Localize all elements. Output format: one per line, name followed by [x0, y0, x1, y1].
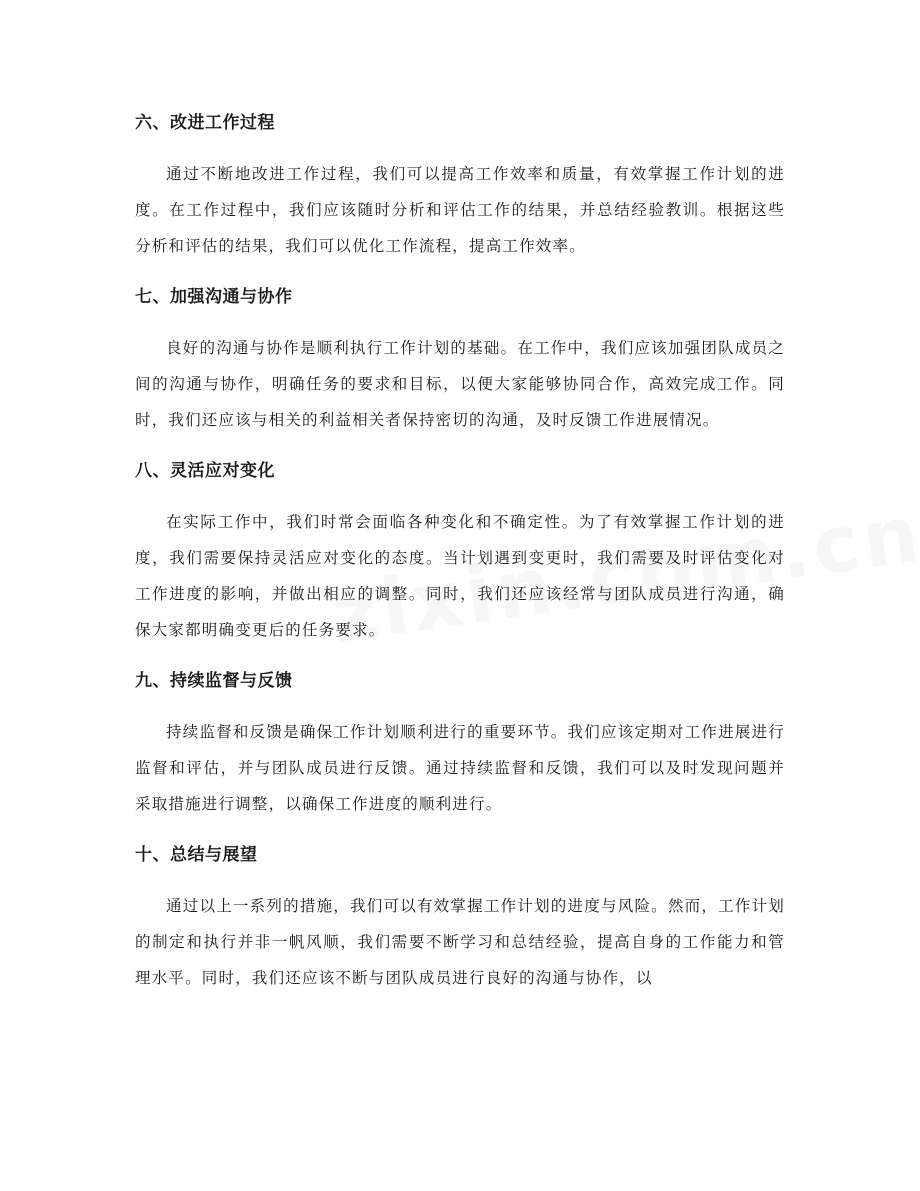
- section-paragraph: 通过不断地改进工作过程，我们可以提高工作效率和质量，有效掌握工作计划的进度。在工作过程中，我们应该随时分析和评估工作的结果，并总结经验教训。根据这些分析和评估的结果，我们可以优化工作流程，提高工作效率。: [135, 165, 785, 255]
- section-paragraph: 通过以上一系列的措施，我们可以有效掌握工作计划的进度与风险。然而，工作计划的制定和执行并非一帆风顺，我们需要不断学习和总结经验，提高自身的工作能力和管理水平。同时，我们还应该不断与团队成员进行良好的沟通与协作，以: [135, 897, 785, 987]
- section-heading: 六、改进工作过程: [135, 113, 275, 133]
- section-heading: 十、总结与展望: [135, 845, 258, 865]
- section-improve-process: [135, 105, 785, 264]
- section-heading: 九、持续监督与反馈: [135, 671, 293, 691]
- section-communication: [135, 279, 785, 438]
- section-paragraph: 持续监督和反馈是确保工作计划顺利进行的重要环节。我们应该定期对工作进展进行监督和评估，并与团队成员进行反馈。通过持续监督和反馈，我们可以及时发现问题并采取措施进行调整，以确保工作进度的顺利进行。: [135, 723, 785, 813]
- section-paragraph: 在实际工作中，我们时常会面临各种变化和不确定性。为了有效掌握工作计划的进度，我们需要保持灵活应对变化的态度。当计划遇到变更时，我们需要及时评估变化对工作进度的影响，并做出相应的调整。同时，我们还应该经常与团队成员进行沟通，确保大家都明确变更后的任务要求。: [135, 513, 785, 639]
- section-monitor-feedback: [135, 663, 785, 822]
- section-adapt-change: [135, 453, 785, 648]
- document-body: [135, 105, 785, 1011]
- section-paragraph: 良好的沟通与协作是顺利执行工作计划的基础。在工作中，我们应该加强团队成员之间的沟通与协作，明确任务的要求和目标，以便大家能够协同合作，高效完成工作。同时，我们还应该与相关的利益相关者保持密切的沟通，及时反馈工作进展情况。: [135, 339, 785, 429]
- section-summary-outlook: [135, 837, 785, 996]
- section-heading: 七、加强沟通与协作: [135, 287, 293, 307]
- section-heading: 八、灵活应对变化: [135, 461, 275, 481]
